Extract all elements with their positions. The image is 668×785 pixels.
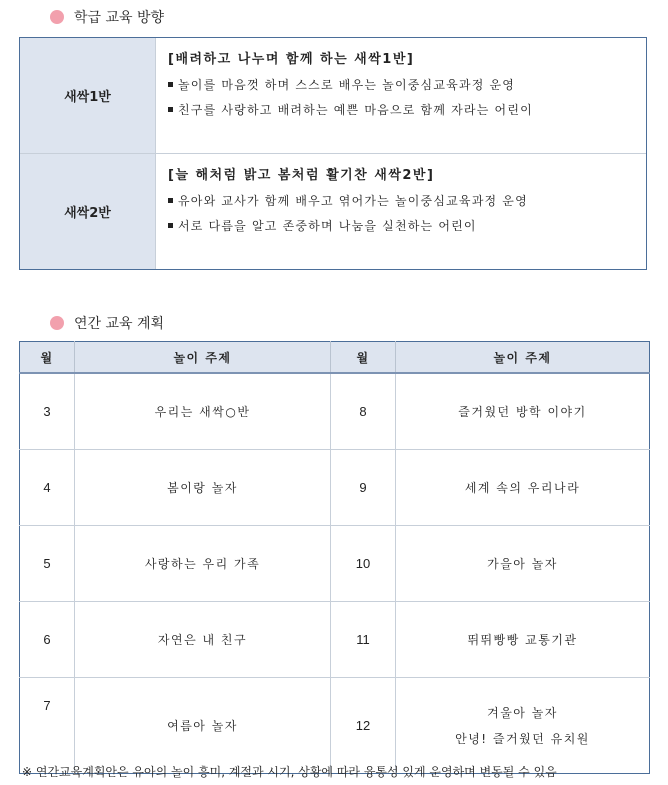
footnote: ※ 연간교육계획안은 유아의 놀이 흥미, 계절과 시기, 상황에 따라 융통성 있게 운영하며 변동될 수 있음 bbox=[22, 765, 557, 779]
header-play-theme: 놀이 주제 bbox=[396, 342, 650, 374]
square-bullet-icon bbox=[168, 82, 173, 87]
theme-line: 즐거웠던 방학 이야기 bbox=[458, 404, 587, 419]
class-point bbox=[168, 217, 646, 234]
section-title-class-direction bbox=[50, 7, 164, 27]
theme-cell: 자연은 내 친구 bbox=[75, 602, 331, 678]
class-name: 새싹1반 bbox=[20, 38, 156, 153]
class-row bbox=[20, 38, 646, 153]
theme-line: 안녕! 즐거웠던 유치원 bbox=[455, 731, 590, 746]
month-cell: 6 bbox=[20, 602, 75, 678]
section-title-text: 학급 교육 방향 bbox=[74, 10, 165, 26]
table-row bbox=[20, 678, 650, 774]
section-title-annual-plan bbox=[50, 313, 164, 333]
class-point-text: 놀이를 마음껏 하며 스스로 배우는 놀이중심교육과정 운영 bbox=[178, 78, 516, 92]
month-cell: 10 bbox=[331, 526, 396, 602]
annual-plan-table bbox=[19, 341, 650, 774]
month-cell: 5 bbox=[20, 526, 75, 602]
class-point-text: 유아와 교사가 함께 배우고 엮어가는 놀이중심교육과정 운영 bbox=[178, 194, 528, 208]
month-cell: 8 bbox=[331, 373, 396, 450]
theme-cell: 봄이랑 놀자 bbox=[75, 450, 331, 526]
theme-line: 가을아 놀자 bbox=[487, 556, 558, 571]
header-play-theme: 놀이 주제 bbox=[75, 342, 331, 374]
month-cell: 4 bbox=[20, 450, 75, 526]
theme-cell bbox=[396, 526, 650, 602]
table-row bbox=[20, 602, 650, 678]
theme-line: 세계 속의 우리나라 bbox=[464, 480, 581, 495]
class-point bbox=[168, 192, 646, 209]
month-cell: 11 bbox=[331, 602, 396, 678]
theme-cell: 사랑하는 우리 가족 bbox=[75, 526, 331, 602]
class-point bbox=[168, 101, 646, 118]
table-header-row bbox=[20, 342, 650, 374]
class-description bbox=[156, 38, 646, 153]
month-cell: 9 bbox=[331, 450, 396, 526]
month-cell: 12 bbox=[331, 678, 396, 774]
table-row bbox=[20, 526, 650, 602]
theme-cell bbox=[396, 602, 650, 678]
class-point-text: 친구를 사랑하고 배려하는 예쁜 마음으로 함께 자라는 어린이 bbox=[178, 103, 533, 117]
month-cell: 7 bbox=[20, 678, 75, 774]
class-point-text: 서로 다름을 알고 존중하며 나눔을 실천하는 어린이 bbox=[178, 219, 477, 233]
square-bullet-icon bbox=[168, 107, 173, 112]
header-month: 월 bbox=[20, 342, 75, 374]
theme-line: 뛰뛰빵빵 교통기관 bbox=[467, 632, 578, 647]
theme-cell bbox=[396, 678, 650, 774]
class-description bbox=[156, 154, 646, 269]
month-cell: 3 bbox=[20, 373, 75, 450]
theme-cell bbox=[396, 373, 650, 450]
theme-cell bbox=[396, 450, 650, 526]
header-month: 월 bbox=[331, 342, 396, 374]
class-motto: [늘 해처럼 밝고 봄처럼 활기찬 새싹2반] bbox=[168, 168, 435, 183]
pink-circle-icon bbox=[50, 316, 64, 330]
theme-cell: 여름아 놀자 bbox=[75, 678, 331, 774]
table-row bbox=[20, 450, 650, 526]
class-direction-table bbox=[19, 37, 647, 270]
class-name: 새싹2반 bbox=[20, 154, 156, 269]
square-bullet-icon bbox=[168, 223, 173, 228]
class-row bbox=[20, 153, 646, 269]
class-point bbox=[168, 76, 646, 93]
section-title-text: 연간 교육 계획 bbox=[74, 316, 165, 332]
theme-line: 겨울아 놀자 bbox=[487, 705, 558, 720]
pink-circle-icon bbox=[50, 10, 64, 24]
square-bullet-icon bbox=[168, 198, 173, 203]
table-row bbox=[20, 373, 650, 450]
class-motto: [배려하고 나누며 함께 하는 새싹1반] bbox=[168, 52, 415, 67]
theme-cell: 우리는 새싹○반 bbox=[75, 373, 331, 450]
